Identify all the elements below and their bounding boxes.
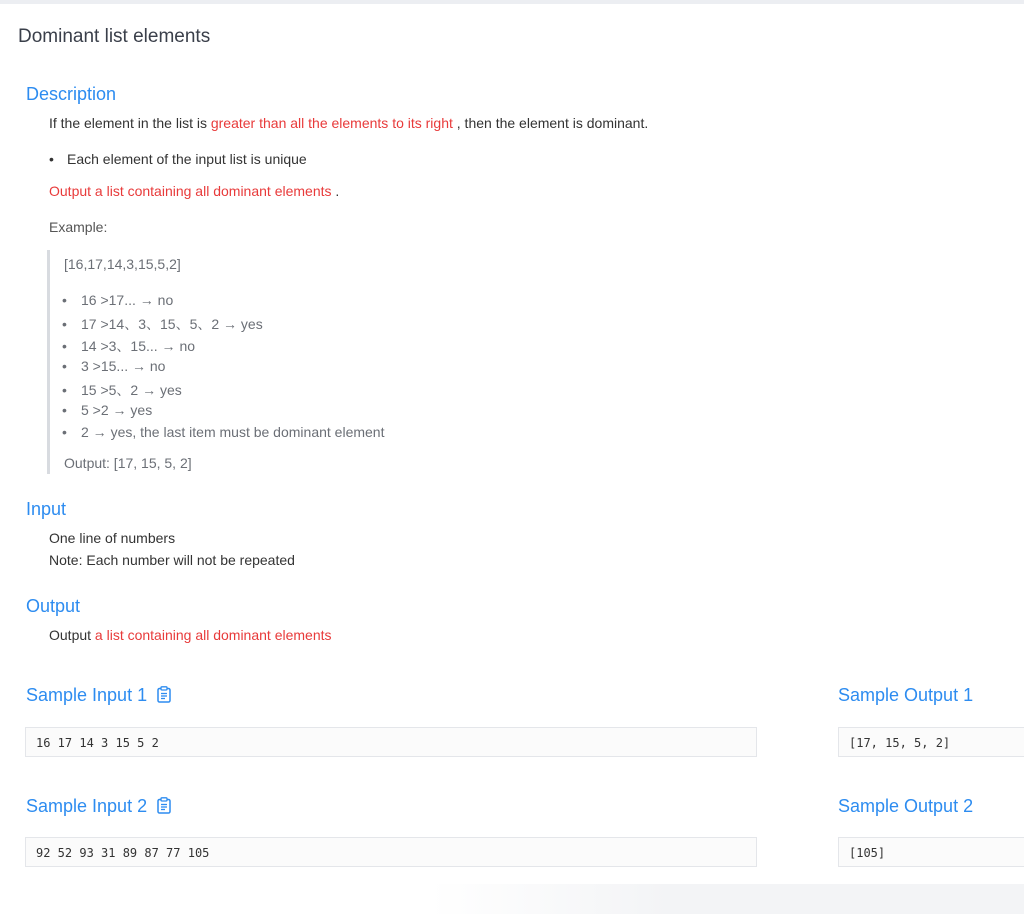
example-list: [16,17,14,3,15,5,2] xyxy=(64,256,181,272)
sample-input-2-box[interactable]: 92 52 93 31 89 87 77 105 xyxy=(25,837,757,867)
description-highlight: greater than all the elements to its right xyxy=(210,115,453,131)
example-item: • 5 >2 → yes xyxy=(62,402,153,418)
output-highlight: a list containing all dominant elements xyxy=(94,627,332,643)
sample-output-1-box[interactable]: [17, 15, 5, 2] xyxy=(838,727,1024,757)
description-text-post: , then the element is dominant. xyxy=(452,115,649,131)
description-output-post: . xyxy=(331,183,340,199)
bullet-dot: • xyxy=(49,151,54,167)
example-item: • 3 >15... → no xyxy=(62,358,166,374)
output-text-pre: Output xyxy=(49,627,95,643)
description-output-highlight: Output a list containing all dominant elements xyxy=(49,183,332,199)
example-item: • 15 >5、2 → yes xyxy=(62,382,182,398)
sample-output-1-heading: Sample Output 1 xyxy=(838,685,974,705)
example-item: • 16 >17... → no xyxy=(62,292,174,308)
top-bar xyxy=(0,0,1024,4)
sample-input-2-heading xyxy=(26,796,171,819)
description-bullet xyxy=(49,151,307,167)
output-text xyxy=(49,627,332,643)
sample-input-1-label: Sample Input 1 xyxy=(26,685,148,705)
example-blockquote xyxy=(47,250,547,474)
example-output: Output: [17, 15, 5, 2] xyxy=(64,455,192,471)
clipboard-icon[interactable] xyxy=(157,797,171,819)
sample-output-2-heading: Sample Output 2 xyxy=(838,796,974,816)
bottom-shadow xyxy=(430,884,1024,914)
description-heading: Description xyxy=(26,84,117,104)
sample-input-1-heading xyxy=(26,685,171,708)
clipboard-icon[interactable] xyxy=(157,686,171,708)
description-text-pre: If the element in the list is xyxy=(49,115,211,131)
page-title: Dominant list elements xyxy=(18,26,211,47)
example-label: Example: xyxy=(49,219,108,235)
sample-input-1-box[interactable]: 16 17 14 3 15 5 2 xyxy=(25,727,757,757)
sample-input-2-label: Sample Input 2 xyxy=(26,796,148,816)
description-output-line xyxy=(49,183,339,199)
example-item: • 17 >14、3、15、5、2 → yes xyxy=(62,316,263,332)
description-bullet-text: Each element of the input list is unique xyxy=(67,151,307,167)
description-text xyxy=(49,115,648,131)
input-line-2: Note: Each number will not be repeated xyxy=(49,552,295,568)
example-item: • 2 → yes, the last item must be dominant element xyxy=(62,424,385,440)
output-heading: Output xyxy=(26,596,81,616)
input-heading: Input xyxy=(26,499,67,519)
example-item: • 14 >3、15... → no xyxy=(62,338,196,354)
sample-output-2-box[interactable]: [105] xyxy=(838,837,1024,867)
input-line-1: One line of numbers xyxy=(49,530,176,546)
